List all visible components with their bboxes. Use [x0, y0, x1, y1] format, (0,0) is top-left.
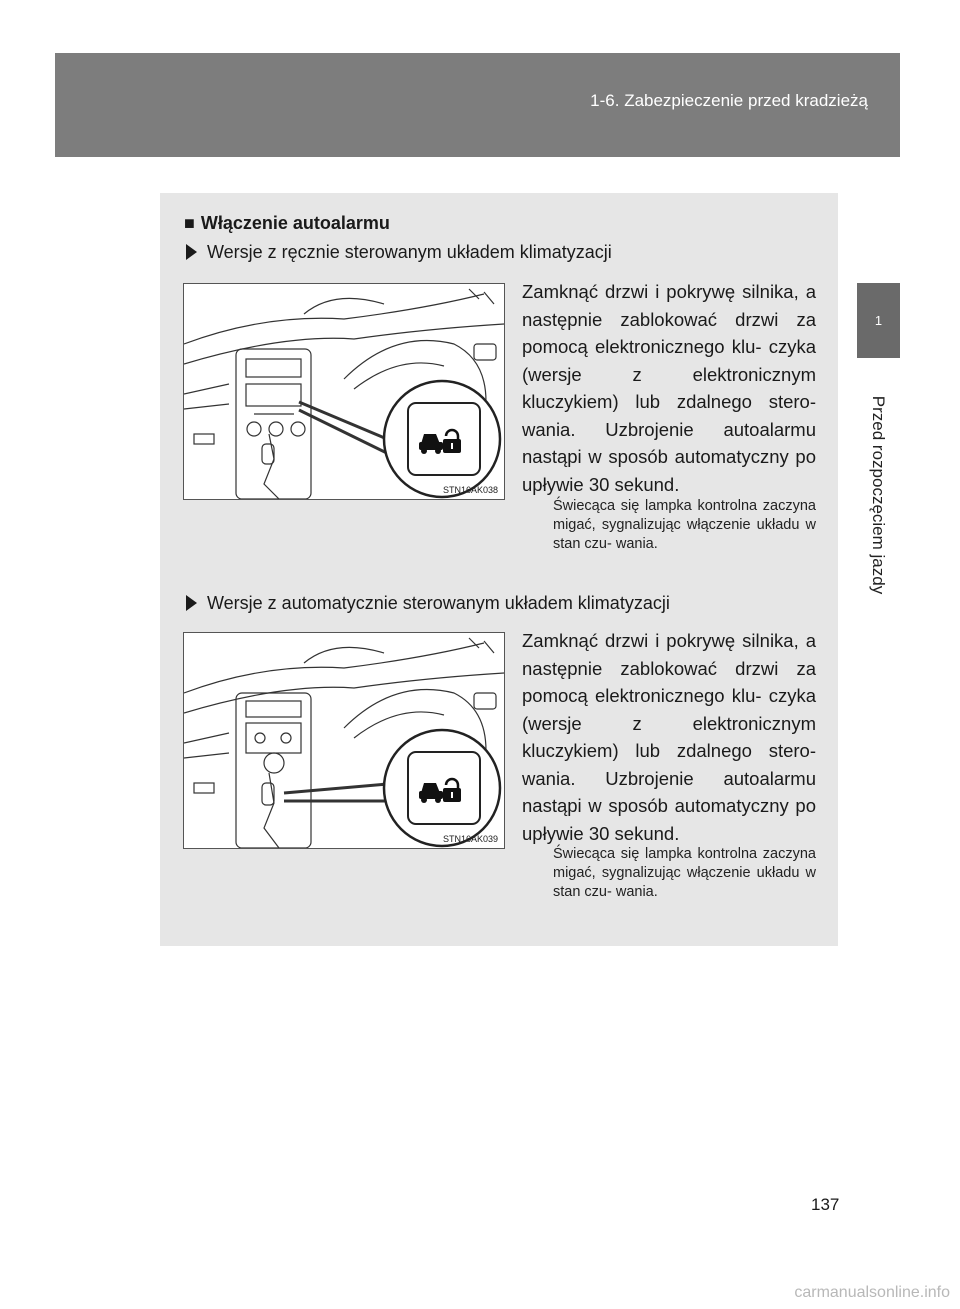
dashboard-illustration-automatic	[183, 632, 505, 849]
dashboard-drawing	[184, 284, 504, 499]
chapter-title: 1-6. Zabezpieczenie przed kradzieżą	[590, 91, 868, 110]
triangle-bullet-icon	[186, 595, 197, 611]
variant-heading-automatic-text: Wersje z automatycznie sterowanym układem klimatyzacji	[207, 593, 670, 613]
dashboard-illustration-manual	[183, 283, 505, 500]
note-text-manual: Świecąca się lampka kontrolna zaczyna migać, sygnalizując włączenie układu w stan czu- wania.	[553, 498, 816, 552]
instruction-text-automatic: Zamknąć drzwi i pokrywę silnika, a następnie zablokować drzwi za pomocą elektronicznego klu- czyka (wersje z elektronicznym kluczykiem) lub zdalnego stero- wania. Uzbrojenie autoalarmu nastąpi w sposób automatyczny po upływie 30 sekund.	[522, 630, 816, 844]
page-number: 137	[811, 1195, 840, 1214]
chapter-header	[55, 53, 900, 157]
triangle-bullet-icon	[186, 244, 197, 260]
variant-heading-manual	[186, 242, 612, 263]
section-heading-text: Włączenie autoalarmu	[200, 213, 390, 233]
variant-heading-automatic	[186, 593, 670, 614]
figure-code: STN16AK039	[442, 834, 498, 844]
watermark-link[interactable]: carmanualsonline.info	[794, 1284, 950, 1301]
chapter-tab-label	[868, 375, 888, 615]
chapter-tab-label-text: Przed rozpoczęciem jazdy	[869, 395, 888, 595]
figure-code: STN16AK038	[442, 485, 498, 495]
variant-heading-manual-text: Wersje z ręcznie sterowanym układem klimatyzacji	[207, 242, 612, 262]
square-bullet-icon: ■	[184, 213, 195, 233]
chapter-tab-number: 1	[857, 283, 900, 358]
note-text-automatic: Świecąca się lampka kontrolna zaczyna migać, sygnalizując włączenie układu w stan czu- wania.	[553, 846, 816, 900]
section-heading	[184, 213, 390, 234]
dashboard-drawing	[184, 633, 504, 848]
instruction-text-manual: Zamknąć drzwi i pokrywę silnika, a następnie zablokować drzwi za pomocą elektronicznego klu- czyka (wersje z elektronicznym kluczykiem) lub zdalnego stero- wania. Uzbrojenie autoalarmu nastąpi w sposób automatyczny po upływie 30 sekund.	[522, 281, 816, 495]
